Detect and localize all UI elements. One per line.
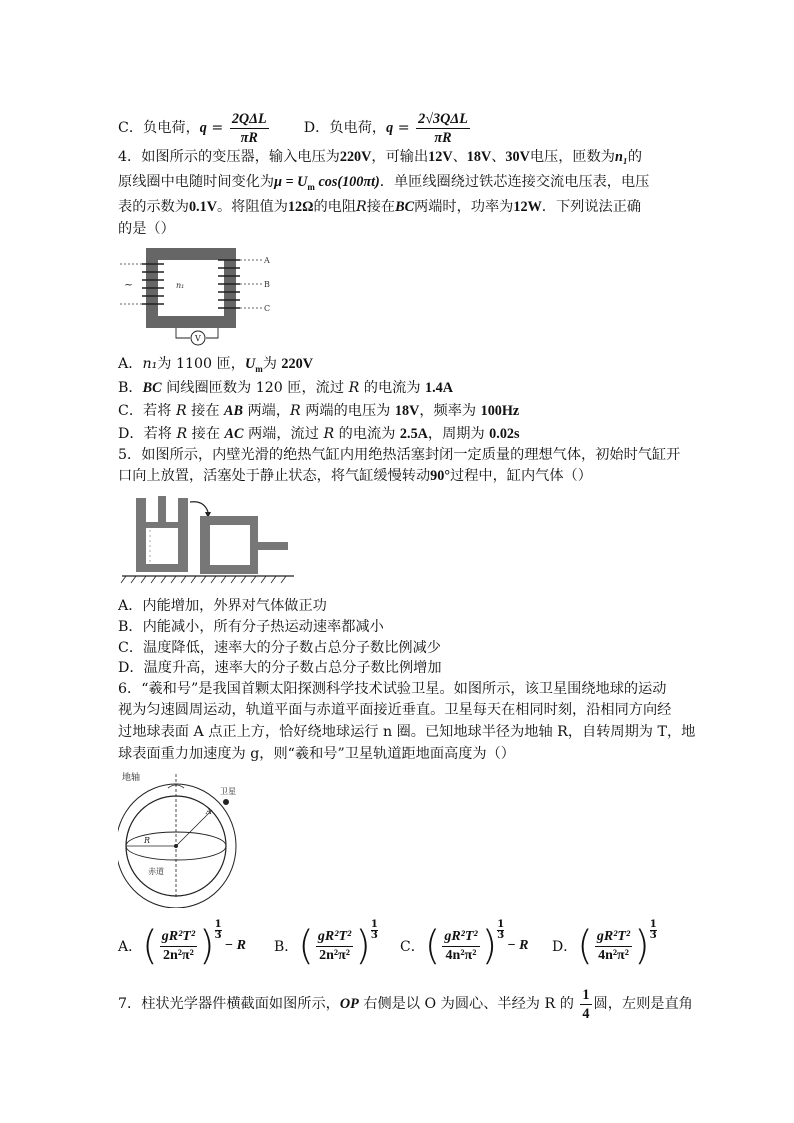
piston (146, 522, 178, 528)
option-label: C． (400, 939, 425, 955)
q4-value: 12Ω (287, 199, 314, 215)
q4-text: 的电流为 (334, 426, 400, 442)
q5-option-c: C．温度降低，速率大的分子数占总分子数比例减少 (118, 640, 441, 656)
q3-d-eq: = (397, 120, 410, 136)
cylinder-left-wall (136, 498, 146, 570)
q3-c-prefix: C．负电荷， (118, 120, 200, 136)
q4-option-d (118, 424, 520, 444)
ground-hatch (121, 576, 286, 583)
q6-c-fraction (442, 928, 479, 965)
q4-text: 的电流为 (359, 380, 426, 396)
cylinder-right-wall (178, 498, 188, 570)
fraction-numerator: gR²T² (442, 928, 479, 947)
q7-symbol: OP (339, 996, 359, 1012)
satellite-label: 卫星 (220, 787, 236, 796)
q4-formula: cos(100πt) (314, 174, 380, 190)
q4-subscript: m (255, 363, 263, 374)
q4-text: 两端时，功率为 (414, 199, 514, 215)
q4-text: 为 1100 匝， (157, 356, 245, 372)
rotated-piston (250, 525, 258, 565)
q4-symbol: n₁ (615, 149, 628, 165)
q4-value: 100Hz (480, 403, 520, 419)
q6-option-b (274, 918, 378, 974)
tail-term: − R (507, 938, 529, 953)
q7-text: 7．柱状光学器件横截面如图所示， (118, 996, 340, 1012)
q4-text: ．下列说法正确 (541, 199, 642, 215)
q6-line-1: 6．“羲和号”是我国首颗太阳探测科学技术试验卫星。如图所示，该卫星围绕地球的运动 (118, 681, 667, 697)
rotated-piston-rod (258, 542, 288, 550)
equator-label: 赤道 (148, 867, 164, 876)
axis-label: 地轴 (122, 773, 141, 783)
q4-symbol: R (176, 426, 188, 442)
q4-value: 30V (505, 149, 530, 165)
radius-label: R (144, 836, 151, 845)
q6-d-fraction (595, 928, 632, 965)
q4-text: 两端，流过 (243, 426, 324, 442)
point-a-label: A (206, 807, 212, 816)
option-label: A． (118, 939, 143, 955)
q4-text: 电压，匝数为 (529, 149, 615, 165)
q4-text: 4．如图所示的变压器，输入电压为 (118, 149, 340, 165)
q5-option-b: B．内能减小，所有分子热运动速率都减小 (118, 619, 384, 635)
q4-line-4: 的是（） (118, 221, 175, 237)
exp-den: 3 (497, 929, 505, 941)
q4-symbol: AC (224, 426, 244, 442)
earth-center (174, 844, 178, 848)
rotated-cylinder-top (210, 516, 258, 525)
fraction-denominator: 4n²π² (598, 947, 629, 963)
q4-symbol: R (348, 380, 360, 396)
q4-option-b (118, 378, 453, 398)
fraction-denominator: 4n²π² (445, 947, 477, 963)
exp-den: 3 (370, 929, 378, 941)
q4-value: 2.5A (399, 426, 428, 442)
q4-text: 表的示数为 (118, 199, 189, 215)
q6-b-fraction (316, 928, 353, 965)
cylinder-figure (118, 490, 296, 586)
q4-symbol: R (323, 426, 335, 442)
fraction-denominator: 2n²π² (319, 947, 350, 963)
q6-line-3: 过地球表面 A 点正上方，恰好绕地球运行 n 圈。已知地球半径为地轴 R，自转周期为 T，地 (118, 724, 696, 740)
q3-d-var: q (386, 120, 394, 136)
q7-fraction (580, 986, 591, 1023)
q4-line-1 (118, 147, 642, 167)
q4-option-c (118, 401, 519, 421)
fraction-numerator: gR²T² (160, 928, 197, 947)
q3-d-den: πR (434, 129, 452, 146)
q4-text: 的电阻 (313, 199, 357, 215)
option-label: D．若将 (118, 426, 177, 442)
piston-rod (158, 496, 166, 522)
q4-text: 、 (452, 149, 467, 165)
exp-num: 1 (649, 918, 657, 930)
q4-value: 18V (394, 403, 420, 419)
fraction-numerator: gR²T² (316, 928, 353, 947)
q4-value: 0.1V (188, 199, 217, 215)
q4-value: 12W (513, 199, 542, 215)
paren-open: ( (424, 923, 441, 969)
q4-text: ．单匝线圈绕过铁芯连接交流电压表，电压 (379, 174, 650, 190)
q4-text: ，周期为 (427, 426, 490, 442)
q6-a-fraction (160, 928, 197, 965)
q6-option-d (552, 918, 657, 974)
q4-text: 原线圈中电随时间变化为 (118, 174, 275, 190)
terminal-b: B (264, 280, 270, 289)
q4-value: 1.4A (425, 380, 454, 396)
n1-label: n₁ (176, 281, 185, 290)
q3-c-var: q (199, 120, 207, 136)
q3-c-num: 2QΔL (231, 110, 267, 127)
q4-line-3 (118, 197, 641, 217)
q5-value: 90° (430, 468, 451, 484)
q4-subscript: m (307, 181, 315, 192)
exponent (371, 920, 378, 941)
q4-text: 接在 (187, 426, 225, 442)
q5-text: 口向上放置，活塞处于静止状态，将气缸缓慢转动 (118, 468, 431, 484)
q3-options (118, 108, 472, 148)
option-label: C．若将 (118, 403, 176, 419)
option-label: B． (118, 380, 143, 396)
fraction-numerator: gR²T² (595, 928, 632, 947)
ac-source-symbol: ~ (124, 278, 134, 291)
exp-den: 3 (649, 929, 657, 941)
q4-value: 220V (339, 149, 372, 165)
q4-value: 220V (281, 356, 313, 372)
exp-num: 1 (370, 918, 378, 930)
q4-symbol: U (244, 356, 256, 372)
q4-symbol: AB (224, 403, 243, 419)
q4-text: ，频率为 (419, 403, 481, 419)
q7-line-1 (118, 984, 693, 1024)
fraction-denominator: 2n²π² (162, 947, 194, 963)
q4-symbol: n₁ (142, 356, 158, 372)
core-window (158, 260, 224, 316)
q3-d-prefix: D．负电荷， (303, 120, 387, 136)
q4-formula: μ = U (274, 174, 308, 190)
q5-option-a: A．内能增加，外界对气体做正功 (118, 598, 327, 614)
q4-text: 。将阻值为 (216, 199, 288, 215)
q4-symbol: R (175, 403, 187, 419)
q6-line-4: 球表面重力加速度为 g，则“羲和号”卫星轨道距地面高度为（） (118, 746, 515, 762)
q4-value: 0.02s (489, 426, 520, 442)
q4-symbol: R (356, 199, 367, 215)
gas-region (148, 528, 176, 564)
exponent (650, 920, 657, 941)
paren-close: ) (481, 923, 498, 969)
q5-line-1: 5．如图所示，内壁光滑的绝热气缸内用绝热活塞封闭一定质量的理想气体，初始时气缸开 (118, 447, 681, 463)
q6-line-2: 视为匀速圆周运动，轨道平面与赤道平面接近垂直。卫星每天在相同时刻，沿相同方向经 (118, 702, 672, 718)
q7-text: 圆，左则是直角 (593, 996, 693, 1012)
q4-text: 接在 (366, 199, 396, 215)
q4-text: 间线圈匝数为 120 匝，流过 (161, 380, 349, 396)
transformer-figure (118, 244, 278, 346)
q4-text: 两端的电压为 (300, 403, 395, 419)
q5-line-2 (118, 466, 592, 486)
fraction-denominator: 4 (582, 1005, 590, 1022)
q6-option-a (118, 918, 246, 974)
q4-text: 两端， (242, 403, 291, 419)
paren-close: ) (355, 923, 371, 969)
satellite-icon (223, 799, 229, 805)
q4-text: 为 (262, 356, 282, 372)
option-label: D． (552, 939, 578, 955)
q4-value: 12V (428, 149, 453, 165)
q7-text: 右侧是以 O 为圆心、半经为 R 的 (358, 996, 574, 1012)
exp-num: 1 (214, 918, 222, 930)
rotated-cylinder-base (210, 565, 258, 574)
option-label: A． (118, 356, 143, 372)
q3-d-num: 2√3QΔL (418, 110, 468, 127)
q4-text: 的 (627, 149, 643, 165)
q4-text: ，可输出 (371, 149, 429, 165)
exponent (215, 920, 222, 941)
q3-c-fraction (230, 110, 269, 147)
paren-close: ) (634, 923, 650, 969)
q6-options (118, 918, 678, 974)
paren-open: ( (577, 923, 593, 969)
q4-symbol: BC (142, 380, 162, 396)
q3-d-fraction (416, 110, 470, 147)
paren-open: ( (298, 923, 314, 969)
exp-num: 1 (497, 918, 505, 930)
output-leads (240, 260, 262, 308)
q3-c-den: πR (240, 129, 258, 146)
q5-option-d: D．温度升高，速率大的分子数占总分子数比例增加 (118, 660, 442, 676)
fraction-numerator: 1 (582, 986, 590, 1003)
terminal-c: C (264, 304, 271, 313)
rotated-cylinder-bottom (200, 516, 210, 574)
cylinder-bottom (136, 564, 188, 572)
q4-text: 、 (491, 149, 506, 165)
q4-line-2 (118, 172, 649, 197)
option-label: B． (274, 939, 299, 955)
q4-option-a (118, 354, 313, 379)
q4-symbol: R (290, 403, 301, 419)
q3-c-eq: = (211, 120, 224, 136)
terminal-a: A (264, 256, 270, 265)
exponent (497, 920, 504, 941)
q4-value: 18V (466, 149, 492, 165)
earth-orbit-figure (118, 768, 240, 908)
voltmeter-label: V (195, 334, 201, 343)
q4-text: 接在 (186, 403, 225, 419)
tail-term: − R (224, 938, 246, 953)
paren-open: ( (142, 923, 158, 969)
q4-symbol: BC (395, 199, 415, 215)
q5-text: 过程中，缸内气体（） (450, 468, 592, 484)
paren-close: ) (199, 923, 215, 969)
exp-den: 3 (214, 929, 222, 941)
q6-option-c (400, 918, 529, 974)
rotation-arrow-icon (190, 502, 208, 512)
